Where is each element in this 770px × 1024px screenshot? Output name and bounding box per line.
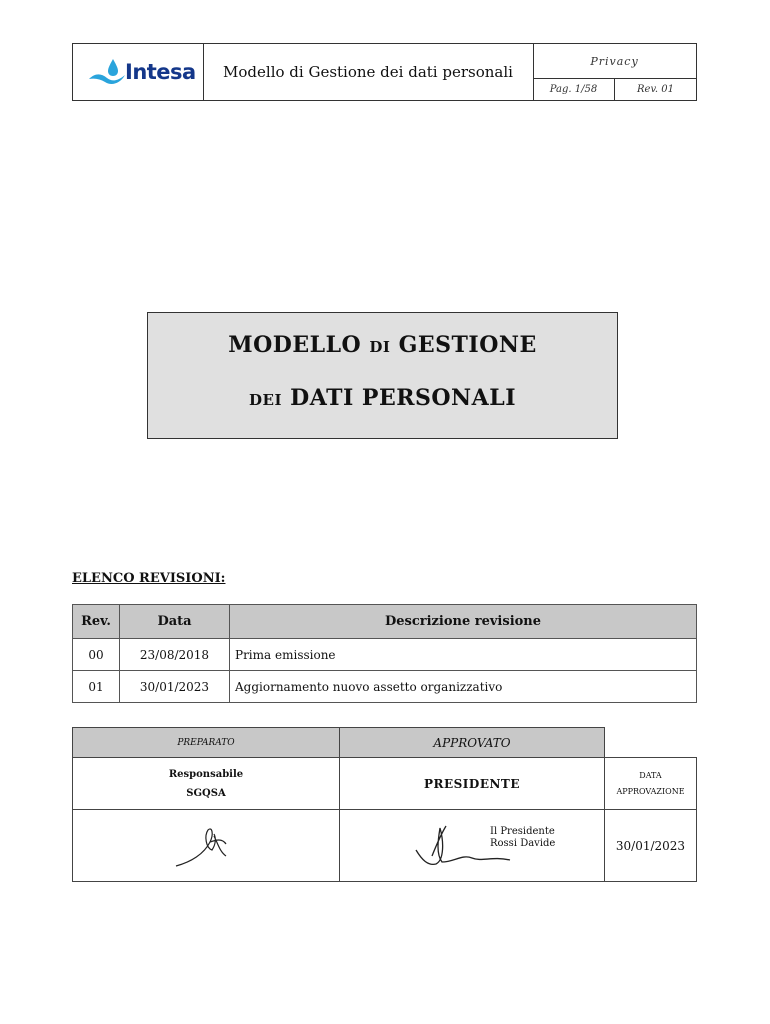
revision-number: Rev. 01 bbox=[614, 79, 696, 100]
prepared-label: PREPARATO bbox=[73, 728, 340, 758]
rev-cell: 00 bbox=[73, 639, 120, 671]
revisions-heading: ELENCO REVISIONI: bbox=[72, 571, 226, 586]
document-header bbox=[72, 43, 697, 101]
table-header-row bbox=[73, 605, 697, 639]
approved-label: APPROVATO bbox=[340, 728, 605, 758]
rev-cell: 01 bbox=[73, 671, 120, 703]
page-number: Pag. 1/58 bbox=[549, 84, 598, 95]
water-drop-icon bbox=[87, 57, 127, 87]
handwritten-signature bbox=[166, 814, 246, 874]
date-cell: 23/08/2018 bbox=[120, 639, 230, 671]
prepared-role: Responsabile SGQSA bbox=[73, 758, 340, 810]
approval-date: 30/01/2023 bbox=[605, 810, 697, 882]
description-cell: Aggiornamento nuovo assetto organizzativo bbox=[230, 671, 697, 703]
column-header: Descrizione revisione bbox=[230, 605, 697, 639]
title-line-1: MODELLO DI GESTIONE bbox=[228, 332, 537, 358]
prepared-signature bbox=[73, 810, 340, 882]
table-row bbox=[73, 671, 697, 703]
title-line-2: DEI DATI PERSONALI bbox=[249, 385, 516, 411]
revisions-table bbox=[72, 604, 697, 703]
logo bbox=[73, 44, 204, 100]
logo-text: Intesa bbox=[125, 60, 196, 84]
description-cell: Prima emissione bbox=[230, 639, 697, 671]
header-meta bbox=[533, 44, 696, 100]
table-row bbox=[73, 639, 697, 671]
approved-signature bbox=[340, 810, 605, 882]
header-category: Privacy bbox=[533, 44, 696, 79]
header-title: Modello di Gestione dei dati personali bbox=[203, 44, 534, 100]
approval-table bbox=[72, 727, 697, 882]
signature-stamp: Il Presidente Rossi Davide bbox=[490, 826, 556, 849]
document-title-box bbox=[147, 312, 618, 439]
date-cell: 30/01/2023 bbox=[120, 671, 230, 703]
column-header: Data bbox=[120, 605, 230, 639]
approval-date-label: DATA APPROVAZIONE bbox=[605, 758, 697, 810]
approved-role: PRESIDENTE bbox=[340, 758, 605, 810]
column-header: Rev. bbox=[73, 605, 120, 639]
